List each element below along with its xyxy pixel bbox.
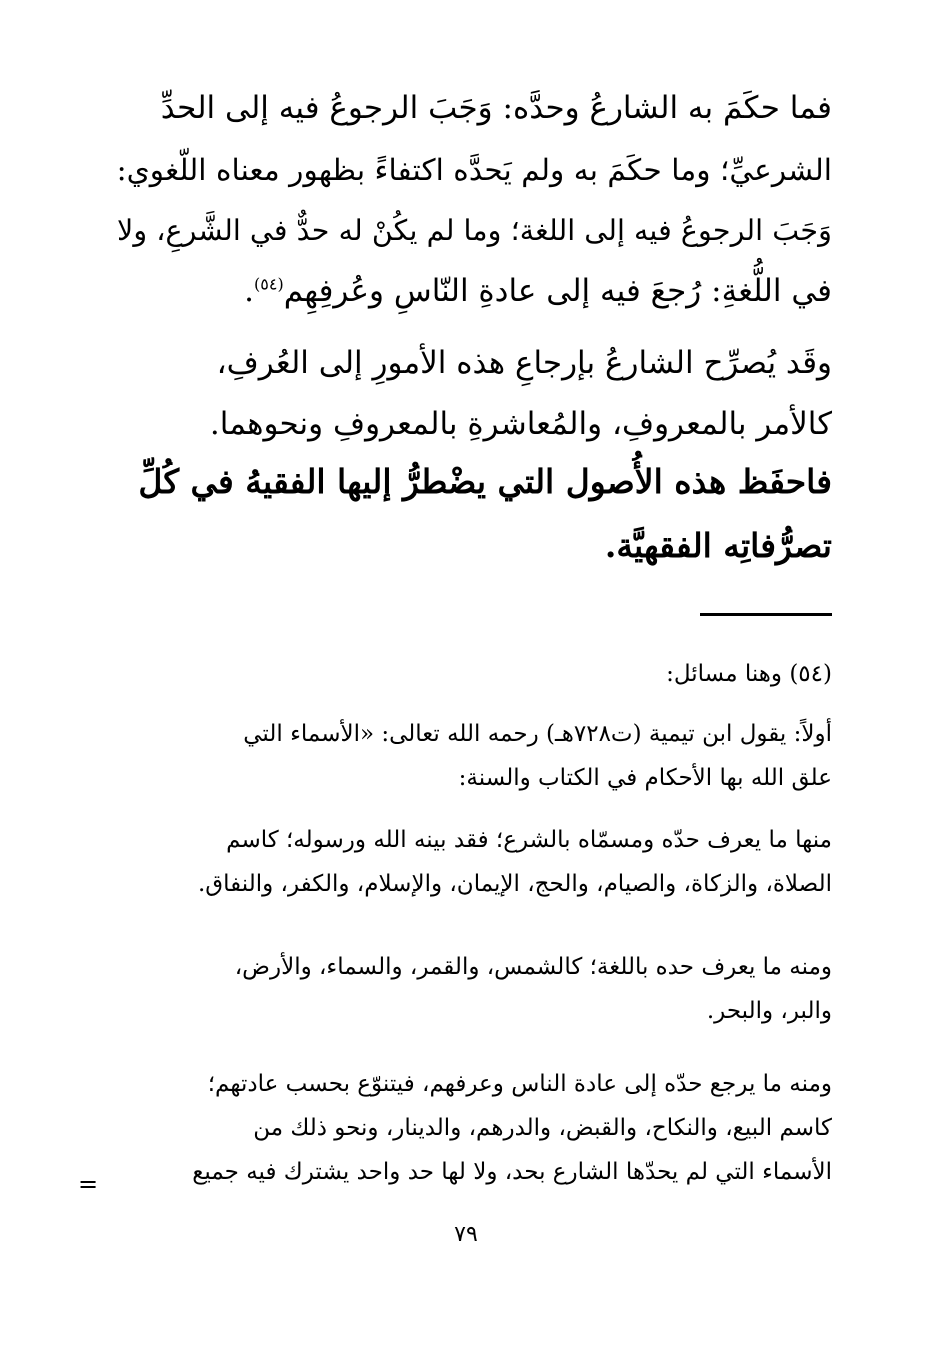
main-paragraph-emphasis xyxy=(102,450,832,578)
text-line: تصرُّفاتِه الفقهيَّة. xyxy=(604,526,832,565)
footnote-separator xyxy=(700,613,832,616)
footnote-heading xyxy=(102,652,832,696)
text-line: وقَد يُصرِّح الشارعُ بإرجاعِ هذه الأمورِ إلى العُرفِ، xyxy=(216,345,832,381)
text-line xyxy=(102,261,832,322)
footnote-reference[interactable]: (٥٤) xyxy=(254,274,284,294)
text-line: علق الله بها الأحكام في الكتاب والسنة: xyxy=(458,765,832,791)
text-segment: في اللُّغةِ: رُجعَ فيه إلى عادةِ النّاسِ وعُرفِهِم xyxy=(283,273,832,309)
main-paragraph-2 xyxy=(102,333,832,455)
text-line: وَجَبَ الرجوعُ فيه إلى اللغة؛ وما لم يكُنْ له حدٌّ في الشَّرعِ، ولا xyxy=(116,213,832,247)
text-line: ومنه ما يعرف حده باللغة؛ كالشمس، والقمر، والسماء، والأرض، xyxy=(234,954,832,980)
sentence-end: . xyxy=(244,273,254,309)
text-line: كالأمر بالمعروفِ، والمُعاشرةِ بالمعروفِ ونحوهما. xyxy=(209,406,832,442)
text-line: الأسماء التي لم يحدّها الشارع بحد، ولا لها حد واحد يشترك فيه جميع xyxy=(192,1159,832,1185)
text-line: والبر، والبحر. xyxy=(706,998,832,1024)
footnote-paragraph-4 xyxy=(102,1062,832,1194)
text-line: ومنه ما يرجع حدّه إلى عادة الناس وعرفهم، فيتنوّع بحسب عادتهم؛ xyxy=(207,1071,832,1097)
footnote-paragraph-2 xyxy=(102,818,832,906)
main-paragraph-1 xyxy=(102,78,832,322)
text-line: كاسم البيع، والنكاح، والقبض، والدرهم، والدينار، ونحو ذلك من xyxy=(253,1115,832,1141)
text-line: منها ما يعرف حدّه ومسمّاه بالشرع؛ فقد بينه الله ورسوله؛ كاسم xyxy=(226,827,832,853)
footnote-paragraph-3 xyxy=(102,945,832,1033)
text-line: فاحفَظ هذه الأُصول التي يضْطرُّ إليها الفقيهُ في كُلِّ xyxy=(138,462,832,501)
continuation-mark: = xyxy=(78,1170,99,1198)
text-line: الصلاة، والزكاة، والصيام، والحج، الإيمان، والإسلام، والكفر، والنفاق. xyxy=(197,871,832,897)
text-line: الشرعيِّ؛ وما حكَمَ به ولم يَحدَّه اكتفاءً بظهور معناه اللّغوي: xyxy=(116,152,832,187)
text-line: أولاً: يقول ابن تيمية (ت٧٢٨هـ) رحمه الله تعالى: «الأسماء التي xyxy=(243,721,832,747)
text-line: (٥٤) وهنا مسائل: xyxy=(666,661,832,687)
footnote-paragraph-1 xyxy=(102,712,832,800)
page-number: ٧٩ xyxy=(454,1222,478,1247)
text-line: فما حكَمَ به الشارعُ وحدَّه: وَجَبَ الرجوعُ فيه إلى الحدِّ xyxy=(160,90,832,126)
